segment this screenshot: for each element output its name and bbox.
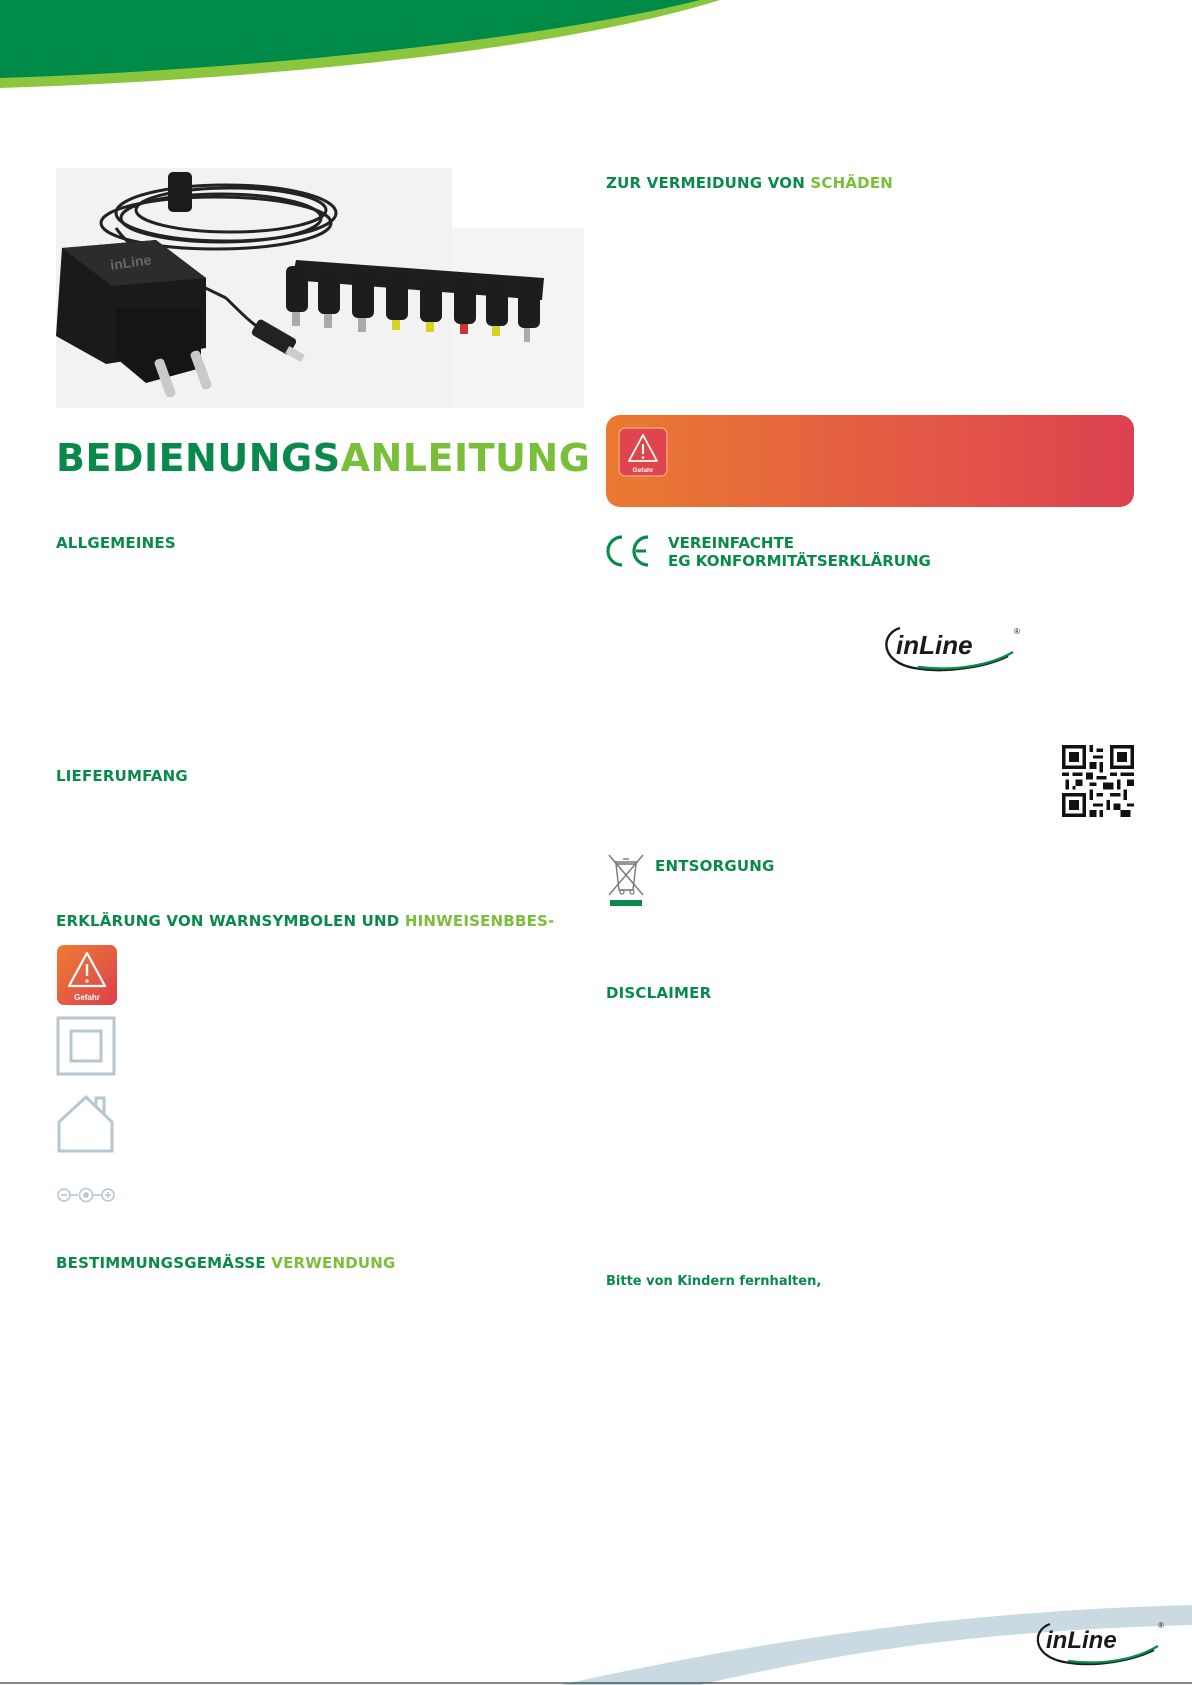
double-insulation-icon (56, 1016, 118, 1076)
danger-bar-icon (618, 427, 668, 477)
inline-logo-footer (1030, 1616, 1168, 1668)
heading-entsorgung: ENTSORGUNG (655, 857, 775, 875)
heading-bestimmung-part1: BESTIMMUNGSGEMÄSSE (56, 1254, 272, 1272)
main-title-part2: ANLEITUNG (340, 436, 591, 480)
heading-lieferumfang: LIEFERUMFANG (56, 767, 188, 785)
heading-warnsymbole-part2: WARNSYMBOLEN UND (209, 912, 405, 930)
heading-warnsymbole-part1: ERKLÄRUNG VON (56, 912, 210, 930)
svg-text:inLine: inLine (109, 251, 153, 273)
ce-mark-icon (606, 534, 652, 568)
polarity-icon (56, 1186, 118, 1204)
inline-logo-text: inLine (896, 630, 973, 660)
heading-ce-line1: VEREINFACHTE (668, 534, 794, 552)
inline-logo-registered: ® (1014, 627, 1020, 636)
inline-logo-footer-text: inLine (1046, 1627, 1117, 1654)
bottom-banner (0, 1595, 1192, 1685)
weee-bin-icon (606, 852, 646, 908)
main-title (56, 436, 590, 480)
danger-bar (606, 415, 1134, 507)
inline-logo-footer-registered: ® (1158, 1621, 1164, 1630)
indoor-use-icon (56, 1094, 118, 1154)
product-photo (56, 168, 584, 408)
heading-allgemeines: ALLGEMEINES (56, 534, 176, 552)
heading-warnsymbole-part3: HINWEISENBBES- (404, 912, 555, 930)
main-title-part1: BEDIENUNGS (56, 436, 341, 480)
heading-disclaimer: DISCLAIMER (606, 984, 712, 1002)
heading-bestimmung-part2: VERWENDUNG (271, 1254, 396, 1272)
heading-warnsymbole (56, 912, 554, 930)
heading-schaeden (606, 174, 893, 192)
svg-text:Gefahr: Gefahr (632, 467, 654, 474)
heading-ce-declaration (668, 534, 931, 570)
heading-bestimmung (56, 1254, 396, 1272)
svg-text:Gefahr: Gefahr (74, 993, 100, 1002)
danger-icon (56, 944, 118, 1006)
qr-code-icon (1062, 745, 1134, 817)
heading-schaeden-part1: ZUR VERMEIDUNG VON (606, 174, 811, 192)
inline-logo (878, 622, 1024, 674)
top-banner (0, 0, 1192, 100)
heading-schaeden-part2: SCHÄDEN (810, 174, 894, 192)
heading-ce-line2: EG KONFORMITÄTSERKLÄRUNG (668, 552, 931, 570)
kids-note: Bitte von Kindern fernhalten, (606, 1274, 822, 1289)
